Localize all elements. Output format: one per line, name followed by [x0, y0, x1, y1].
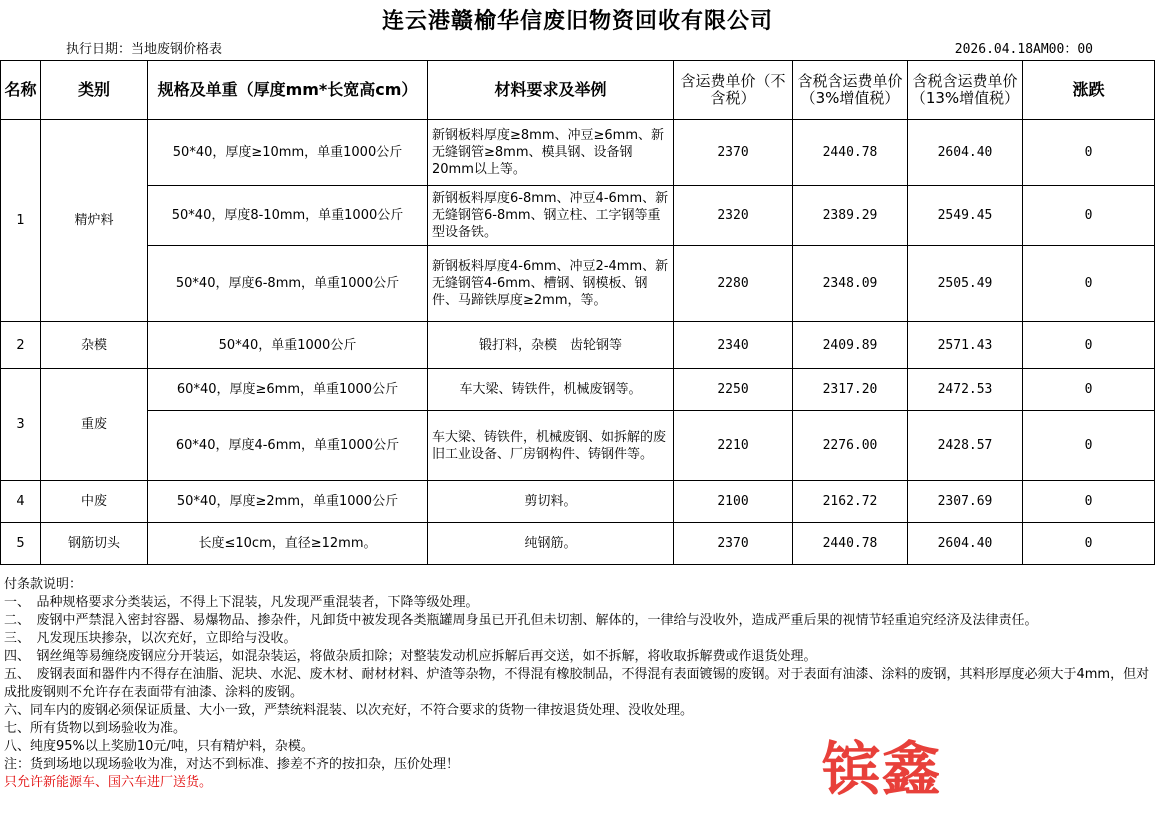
row-price-3pct: 2389.29: [793, 186, 908, 246]
table-row: [1, 120, 1155, 186]
row-price-3pct: 2317.20: [793, 369, 908, 411]
header-category: 类别: [41, 61, 148, 120]
row-number: 5: [1, 523, 41, 565]
note-item: 五、 废钢表面和器件内不得存在油脂、泥块、水泥、废木材、耐材材料、炉渣等杂物，不得混有橡胶制品，不得混有表面镀锡的废钢。对于表面有油漆、涂料的废钢，其料形厚度必须大于4mm，但对成批废钢则不允许存在表面带有油漆、涂料的废钢。: [4, 667, 1150, 700]
table-row: [1, 246, 1155, 322]
row-number: 3: [1, 369, 41, 481]
row-price-3pct: 2409.89: [793, 322, 908, 369]
table-row: [1, 411, 1155, 481]
row-price-3pct: 2276.00: [793, 411, 908, 481]
row-price-13pct: 2549.45: [908, 186, 1023, 246]
row-spec: 50*40，厚度≥10mm，单重1000公斤: [148, 120, 428, 186]
row-requirement: 车大梁、铸铁件，机械废钢等。: [428, 369, 674, 411]
table-row: [1, 481, 1155, 523]
row-spec: 50*40，单重1000公斤: [148, 322, 428, 369]
row-number: 4: [1, 481, 41, 523]
row-price-13pct: 2604.40: [908, 523, 1023, 565]
row-change: 0: [1023, 481, 1155, 523]
header-change: 涨跌: [1023, 61, 1155, 120]
row-category: 重废: [41, 369, 148, 481]
row-requirement: 新钢板料厚度≥8mm、冲豆≥6mm、新无缝钢管≥8mm、模具钢、设备钢20mm以上等。: [428, 120, 674, 186]
row-spec: 50*40，厚度8-10mm，单重1000公斤: [148, 186, 428, 246]
row-price-3pct: 2162.72: [793, 481, 908, 523]
row-price-13pct: 2307.69: [908, 481, 1023, 523]
row-change: 0: [1023, 369, 1155, 411]
table-row: [1, 322, 1155, 369]
row-category: 杂模: [41, 322, 148, 369]
row-spec: 50*40，厚度≥2mm，单重1000公斤: [148, 481, 428, 523]
row-price-13pct: 2571.43: [908, 322, 1023, 369]
table-row: [1, 186, 1155, 246]
table-header-row: [1, 61, 1155, 120]
row-number: 2: [1, 322, 41, 369]
row-price-3pct: 2440.78: [793, 120, 908, 186]
row-number: 1: [1, 120, 41, 322]
row-requirement: 新钢板料厚度6-8mm、冲豆4-6mm、新无缝钢管6-8mm、钢立柱、工字钢等重型设备铁。: [428, 186, 674, 246]
row-spec: 50*40，厚度6-8mm，单重1000公斤: [148, 246, 428, 322]
row-requirement: 新钢板料厚度4-6mm、冲豆2-4mm、新无缝钢管4-6mm、槽钢、钢模板、钢件、马蹄铁厚度≥2mm，等。: [428, 246, 674, 322]
row-spec: 60*40，厚度≥6mm，单重1000公斤: [148, 369, 428, 411]
red-stamp-logo: 镔鑫: [822, 735, 943, 803]
row-price-13pct: 2505.49: [908, 246, 1023, 322]
header-price-3pct: 含税含运费单价（3%增值税）: [793, 61, 908, 120]
row-price-3pct: 2348.09: [793, 246, 908, 322]
header-price-13pct: 含税含运费单价（13%增值税）: [908, 61, 1023, 120]
red-notice: 只允许新能源车、国六车进厂送货。: [4, 775, 213, 790]
row-change: 0: [1023, 322, 1155, 369]
row-price-no-tax: 2210: [674, 411, 793, 481]
terms-notes: [4, 576, 1152, 792]
timestamp: 2026.04.18AM00：00: [954, 42, 1093, 57]
row-requirement: 剪切料。: [428, 481, 674, 523]
note-item: 二、 废钢中严禁混入密封容器、易爆物品、掺杂件，凡卸货中被发现各类瓶罐周身虽已开孔但未切割、解体的，一律给与没收外，造成严重后果的视情节轻重追究经济及法律责任。: [4, 613, 1038, 628]
table-row: [1, 369, 1155, 411]
row-change: 0: [1023, 411, 1155, 481]
row-category: 精炉料: [41, 120, 148, 322]
row-price-no-tax: 2320: [674, 186, 793, 246]
row-price-13pct: 2472.53: [908, 369, 1023, 411]
execution-date-label: 执行日期：当地废钢价格表: [66, 42, 223, 57]
header-price-no-tax: 含运费单价（不含税）: [674, 61, 793, 120]
row-price-3pct: 2440.78: [793, 523, 908, 565]
row-change: 0: [1023, 523, 1155, 565]
row-requirement: 锻打料，杂模 齿轮钢等: [428, 322, 674, 369]
row-requirement: 纯钢筋。: [428, 523, 674, 565]
row-price-13pct: 2604.40: [908, 120, 1023, 186]
note-item: 六、同车内的废钢必须保证质量、大小一致，严禁统料混装、以次充好，不符合要求的货物一律按退货处理、没收处理。: [4, 703, 694, 718]
header-spec: 规格及单重（厚度mm*长宽高cm）: [148, 61, 428, 120]
row-price-no-tax: 2370: [674, 120, 793, 186]
note-item: 四、 钢丝绳等易缠绕废钢应分开装运，如混杂装运，将做杂质扣除；对整装发动机应拆解后再交送，如不拆解，将收取拆解费或作退货处理。: [4, 649, 817, 664]
row-change: 0: [1023, 246, 1155, 322]
row-category: 钢筋切头: [41, 523, 148, 565]
row-spec: 长度≤10cm，直径≥12mm。: [148, 523, 428, 565]
note-item: 八、纯度95%以上奖励10元/吨，只有精炉料，杂模。: [4, 739, 314, 754]
row-price-no-tax: 2100: [674, 481, 793, 523]
note-item: 注：货到场地以现场验收为准，对达不到标准、掺差不齐的按扣杂，压价处理！: [4, 757, 460, 772]
header-name: 名称: [1, 61, 41, 120]
table-row: [1, 523, 1155, 565]
note-item: 三、 凡发现压块掺杂，以次充好，立即给与没收。: [4, 631, 297, 646]
row-price-no-tax: 2370: [674, 523, 793, 565]
row-price-no-tax: 2280: [674, 246, 793, 322]
price-table: [0, 60, 1155, 565]
row-change: 0: [1023, 120, 1155, 186]
header-requirement: 材料要求及举例: [428, 61, 674, 120]
row-price-no-tax: 2340: [674, 322, 793, 369]
page-title: 连云港赣榆华信废旧物资回收有限公司: [381, 9, 773, 34]
row-spec: 60*40，厚度4-6mm，单重1000公斤: [148, 411, 428, 481]
notes-heading: 付条款说明：: [4, 577, 83, 592]
row-change: 0: [1023, 186, 1155, 246]
row-requirement: 车大梁、铸铁件，机械废钢、如拆解的废旧工业设备、厂房钢构件、铸钢件等。: [428, 411, 674, 481]
row-price-13pct: 2428.57: [908, 411, 1023, 481]
row-category: 中废: [41, 481, 148, 523]
row-price-no-tax: 2250: [674, 369, 793, 411]
note-item: 一、 品种规格要求分类装运，不得上下混装，凡发现严重混装者，下降等级处理。: [4, 595, 479, 610]
note-item: 七、所有货物以到场验收为准。: [4, 721, 187, 736]
